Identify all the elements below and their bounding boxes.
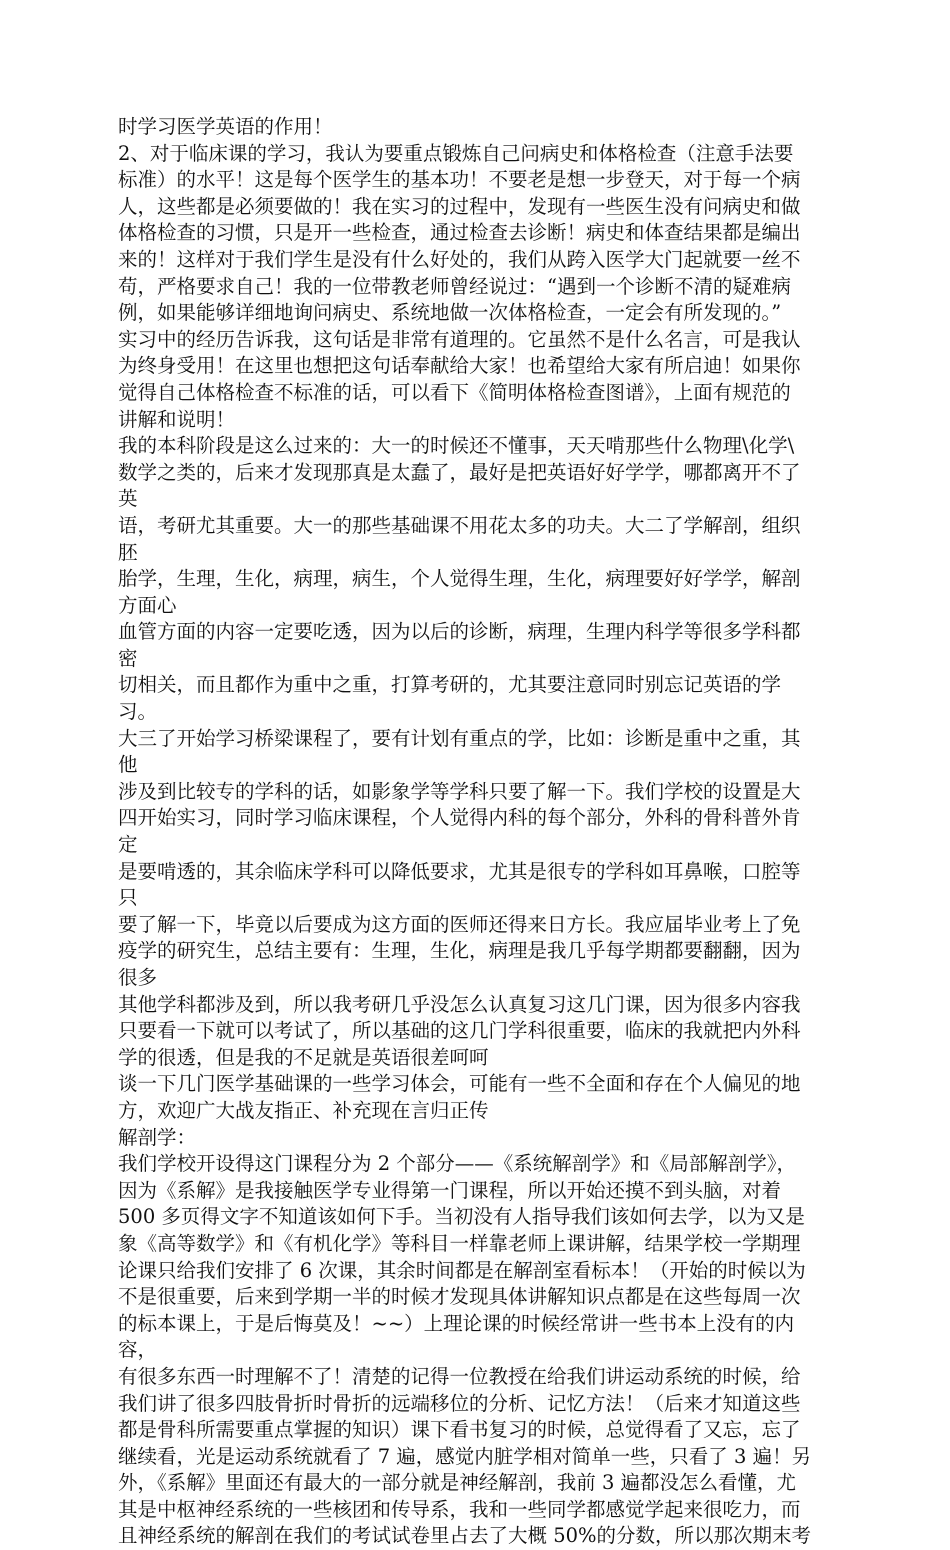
paragraph-basic-courses-intro: 谈一下几门医学基础课的一些学习体会，可能有一些不全面和存在个人偏见的地 方，欢迎广大战友指正、补充现在言归正传 <box>118 1072 801 1122</box>
section-heading-anatomy: 解剖学： <box>118 1125 197 1149</box>
paragraph-intro: 时学习医学英语的作用！ <box>118 115 333 138</box>
paragraph-undergraduate-experience: 我的本科阶段是这么过来的：大一的时候还不懂事，天天啃那些什么物理\化学\ 数学之类的，后来才发现那真是太蠢了，最好是把英语好好学学，哪都离开不了英 语，考研尤其重要。大一的那些基础课不用花太多的功夫。大二了学解剖，组织胚 胎学，生理，生化，病理，病生，个人觉得生理，生化，病理要好好学学，解剖方面心 血管方面的内容一定要吃透，因为以后的诊断，病理，生理内科学等很多学科都密 切相关，而且都作为重中之重，打算考研的，尤其要注意同时别忘记英语的学习。 大三了开始学习桥梁课程了，要有计划有重点的学，比如：诊断是重中之重，其他 涉及到比较专的学科的话，如影象学等学科只要了解一下。我们学校的设置是大 四开始实习，同时学习临床课程，个人觉得内科的每个部分，外科的骨科普外肯定 是要啃透的，其余临床学科可以降低要求，尤其是很专的学科如耳鼻喉，口腔等只 要了解一下，毕竟以后要成为这方面的医师还得来日方长。我应届毕业考上了免 疫学的研究生，总结主要有：生理，生化，病理是我几乎每学期都要翻翻，因为很多 其他学科都涉及到，所以我考研几乎没怎么认真复习这几门课，因为很多内容我 只要看一下就可以考试了，所以基础的这几门学科很重要，临床的我就把内外科 学的很透，但是我的不足就是英语很差呵呵 <box>118 434 801 1069</box>
document-body <box>118 114 818 1550</box>
paragraph-clinical-study: 2、对于临床课的学习，我认为要重点锻炼自己问病史和体格检查（注意手法要 标准）的水平！这是每个医学生的基本功！不要老是想一步登天，对于每一个病 人，这些都是必须要做的！我在实习的过程中，发现有一些医生没有问病史和做 体格检查的习惯，只是开一些检查，通过检查去诊断！病史和体查结果都是编出 来的！这样对于我们学生是没有什么好处的，我们从跨入医学大门起就要一丝不 苟，严格要求自己！我的一位带教老师曾经说过：“遇到一个诊断不清的疑难病 例，如果能够详细地询问病史、系统地做一次体格检查，一定会有所发现的。” 实习中的经历告诉我，这句话是非常有道理的。它虽然不是什么名言，可是我认 为终身受用！在这里也想把这句话奉献给大家！也希望给大家有所启迪！如果你 觉得自己体格检查不标准的话，可以看下《简明体格检查图谱》，上面有规范的 讲解和说明！ <box>118 141 801 431</box>
paragraph-anatomy: 我们学校开设得这门课程分为 2 个部分——《系统解剖学》和《局部解剖学》， 因为《系解》是我接触医学专业得第一门课程，所以开始还摸不到头脑，对着 500 多页得文字不知道该如何下手。当初没有人指导我们该如何去学，以为又是 象《高等数学》和《有机化学》等科目一样靠老师上课讲解，结果学校一学期理 论课只给我们安排了 6 次课，其余时间都是在解剖室看标本！（开始的时候以为 不是很重要，后来到学期一半的时候才发现具体讲解知识点都是在这些每周一次 的标本课上，于是后悔莫及！~~）上理论课的时候经常讲一些书本上没有的内容， 有很多东西一时理解不了！清楚的记得一位教授在给我们讲运动系统的时候，给 我们讲了很多四肢骨折时骨折的远端移位的分析、记忆方法！（后来才知道这些 都是骨科所需要重点掌握的知识）课下看书复习的时候，总觉得看了又忘，忘了 继续看，光是运动系统就看了 7 遍，感觉内脏学相对简单一些，只看了 3 遍！另 外，《系解》里面还有最大的一部分就是神经解剖，我前 3 遍都没怎么看懂，尤 其是中枢神经系统的一些核团和传导系，我和一些同学都感觉学起来很吃力，而 且神经系统的解剖在我们的考试试卷里占去了大概 50%的分数，所以那次期末考 <box>118 1152 812 1548</box>
